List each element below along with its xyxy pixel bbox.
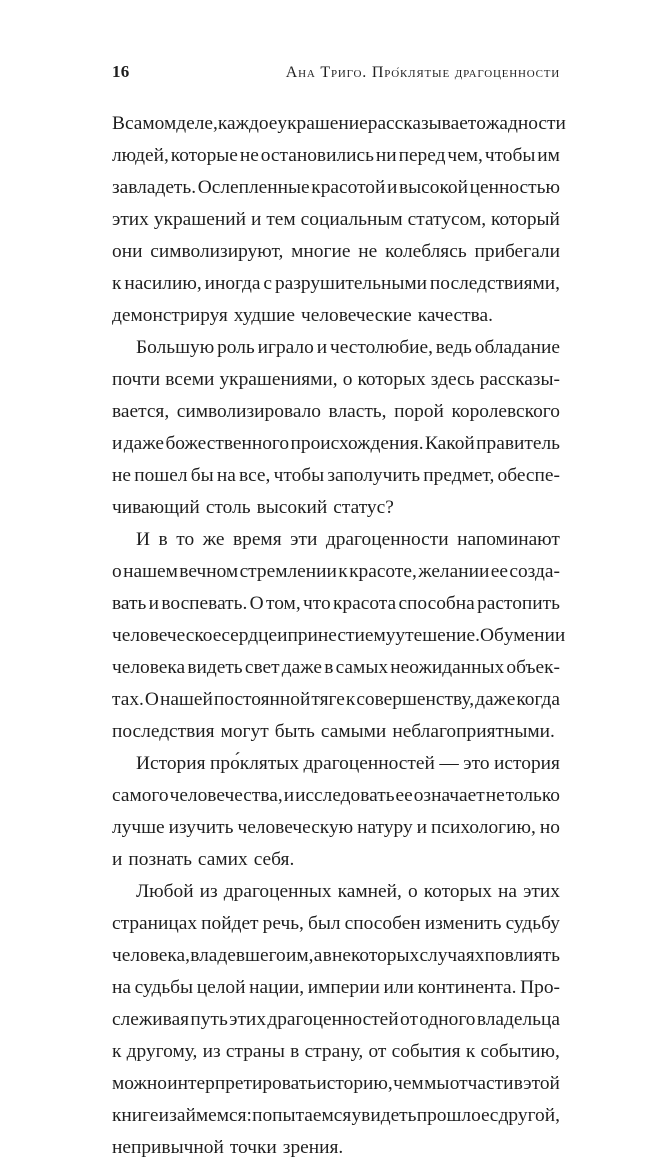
word: самих <box>197 849 248 870</box>
word: и <box>316 337 328 358</box>
word: ни <box>375 145 397 166</box>
word: Любой <box>136 881 194 902</box>
text-line <box>112 428 560 460</box>
word: не <box>239 145 259 166</box>
word: драгоценных <box>223 881 332 902</box>
word: страны <box>225 1041 285 1062</box>
word: с <box>489 1105 499 1126</box>
word: остановились <box>260 145 374 166</box>
text-line <box>112 172 560 204</box>
word: принести <box>287 625 365 646</box>
word: в <box>324 657 334 678</box>
word: ценностью <box>469 177 560 198</box>
word: Про- <box>520 977 560 998</box>
text-line <box>112 844 560 876</box>
word: к <box>345 689 356 710</box>
word: человека <box>112 657 186 678</box>
word: о <box>112 561 122 582</box>
text-line <box>112 460 560 492</box>
word: страну, <box>304 1041 364 1062</box>
text-line <box>112 108 566 140</box>
word: способна <box>398 593 475 614</box>
word: не <box>485 785 505 806</box>
word: последствия <box>112 721 215 742</box>
word: же <box>202 529 225 550</box>
word: познать <box>128 849 192 870</box>
word: не <box>112 465 131 486</box>
word: вать <box>112 593 147 614</box>
word: этих <box>229 1009 267 1030</box>
word: видеть <box>187 657 243 678</box>
word: изучить <box>168 817 234 838</box>
word: к <box>465 1041 476 1062</box>
word: символизировало <box>176 401 321 422</box>
word: и <box>416 817 428 838</box>
word: время <box>232 529 282 550</box>
word: о <box>407 881 418 902</box>
word: красота <box>333 593 397 614</box>
word: речь, <box>262 913 304 934</box>
word: точки <box>229 1137 277 1158</box>
word: утешение. <box>395 625 480 646</box>
word: в <box>290 1041 300 1062</box>
word: человека, <box>112 945 190 966</box>
word: Ослепленные <box>197 177 310 198</box>
text-line <box>112 716 560 748</box>
word: чем <box>393 1073 424 1094</box>
word: нашей <box>159 689 213 710</box>
word: играло <box>257 337 314 358</box>
word: высокой <box>399 177 468 198</box>
word: которых <box>423 881 492 902</box>
text-line <box>112 652 560 684</box>
word: от <box>368 1041 387 1062</box>
word: высокий <box>256 497 328 518</box>
word: который <box>491 209 560 230</box>
word: судьбу <box>505 913 560 934</box>
word: владевшего <box>190 945 286 966</box>
word: человеческую <box>237 817 354 838</box>
word: тем <box>266 209 296 230</box>
word: драгоценностей <box>267 1009 399 1030</box>
word: пошел <box>134 465 188 486</box>
word: социальным <box>300 209 403 230</box>
word: качества. <box>417 305 493 326</box>
word: почти <box>112 369 161 390</box>
word: не <box>358 241 378 262</box>
word: другому, <box>126 1041 198 1062</box>
word: рассказы- <box>479 369 560 390</box>
word: перед <box>398 145 446 166</box>
word: события <box>391 1041 461 1062</box>
word: иногда <box>204 273 261 294</box>
word: с <box>263 273 273 294</box>
word: могут <box>220 721 269 742</box>
word: воспевать. <box>161 593 248 614</box>
word: изменить <box>424 913 502 934</box>
word: континента. <box>417 977 517 998</box>
word: означает <box>413 785 485 806</box>
word: чивающий <box>112 497 200 518</box>
word: и <box>158 1105 170 1126</box>
word: самого <box>112 785 169 806</box>
word: ее <box>490 561 508 582</box>
word: деле, <box>176 113 218 134</box>
word: пойдет <box>201 913 259 934</box>
word: человеческие <box>301 305 412 326</box>
word: книге <box>112 1105 159 1126</box>
word: самыми <box>320 721 387 742</box>
word: совершенству, <box>356 689 475 710</box>
word: жадности <box>485 113 566 134</box>
word: что <box>303 593 331 614</box>
text-line <box>112 268 560 300</box>
word: одного <box>419 1009 476 1030</box>
word: был <box>307 913 341 934</box>
word: путь <box>190 1009 228 1030</box>
word: вается, <box>112 401 170 422</box>
word: империи <box>307 977 380 998</box>
word: — <box>439 753 459 774</box>
word: владельца <box>476 1009 560 1030</box>
word: ведь <box>435 337 472 358</box>
word: всеми <box>165 369 215 390</box>
word: из <box>202 1041 221 1062</box>
word: к <box>112 1041 122 1062</box>
word: самом <box>124 113 177 134</box>
word: и <box>277 625 288 646</box>
word: объек- <box>506 657 560 678</box>
word: чтобы <box>484 145 536 166</box>
word: украшений <box>153 209 246 230</box>
word: о <box>476 113 486 134</box>
word: заполучить <box>327 465 421 486</box>
word: непривычной <box>112 1137 224 1158</box>
word: О <box>249 593 264 614</box>
word: про́клятых <box>210 753 300 774</box>
word: символизируют, <box>150 241 284 262</box>
word: прошлое <box>416 1105 490 1126</box>
word: случаях <box>419 945 485 966</box>
text-line <box>112 396 560 428</box>
text-line <box>112 364 560 396</box>
word: событию, <box>480 1041 560 1062</box>
word: они <box>112 241 143 262</box>
word: обладание <box>474 337 560 358</box>
word: когда <box>516 689 560 710</box>
word: ему <box>364 625 396 646</box>
word: нашем <box>123 561 178 582</box>
word: чем, <box>447 145 483 166</box>
word: том, <box>266 593 301 614</box>
word: способен <box>344 913 421 934</box>
word: мы <box>424 1073 450 1094</box>
word: демонстрируя <box>112 305 228 326</box>
word: другой, <box>498 1105 560 1126</box>
word: сердце <box>221 625 278 646</box>
word: столь <box>205 497 251 518</box>
text-line <box>112 908 560 940</box>
word: психологию, <box>431 817 536 838</box>
word: происхождения. <box>290 433 424 454</box>
word: рассказывает <box>367 113 477 134</box>
word: отчасти <box>449 1073 514 1094</box>
word: только <box>505 785 560 806</box>
word: то <box>176 529 195 550</box>
text-line <box>112 812 560 844</box>
word: и <box>112 849 123 870</box>
word: неблагоприятными. <box>392 721 555 742</box>
word: человечества, <box>169 785 283 806</box>
text-line <box>112 780 560 812</box>
word: драгоценности <box>325 529 449 550</box>
text-line <box>112 236 560 268</box>
body-text <box>112 108 566 1164</box>
word: это <box>463 753 490 774</box>
word: некоторых <box>332 945 420 966</box>
word: чтобы <box>273 465 325 486</box>
word: к <box>338 561 348 582</box>
word: последствиями, <box>429 273 560 294</box>
page-number: 16 <box>112 62 130 81</box>
word: о <box>342 369 353 390</box>
word: в <box>158 529 168 550</box>
word: худшие <box>233 305 295 326</box>
text-line <box>112 300 560 332</box>
word: людей, <box>112 145 169 166</box>
word: быть <box>274 721 315 742</box>
word: божественного <box>165 433 290 454</box>
text-line <box>112 556 560 588</box>
word: этой <box>523 1073 560 1094</box>
word: нации, <box>249 977 305 998</box>
word: на <box>112 977 131 998</box>
word: насилию, <box>124 273 202 294</box>
word: завладеть. <box>112 177 197 198</box>
word: и <box>112 433 123 454</box>
word: или <box>383 977 414 998</box>
word: постоянной <box>213 689 311 710</box>
word: и <box>283 785 295 806</box>
word: слеживая <box>112 1009 190 1030</box>
word: попытаемся <box>252 1105 352 1126</box>
text-line <box>112 140 560 172</box>
word: украшениями, <box>219 369 338 390</box>
word: в <box>322 945 332 966</box>
word: здесь <box>430 369 475 390</box>
text-line <box>112 620 566 652</box>
word: предмет, <box>423 465 495 486</box>
word: даже <box>123 433 165 454</box>
word: увидеть <box>351 1105 417 1126</box>
text-line <box>112 876 560 908</box>
text-line <box>112 1004 560 1036</box>
word: Какой <box>424 433 475 454</box>
word: но <box>539 817 560 838</box>
word: обеспе- <box>497 465 560 486</box>
word: ее <box>395 785 413 806</box>
word: вечном <box>179 561 239 582</box>
word: даже <box>281 657 323 678</box>
word: стремлении <box>239 561 337 582</box>
word: статусом, <box>407 209 487 230</box>
word: историю, <box>316 1073 393 1094</box>
word: человеческое <box>112 625 222 646</box>
word: О <box>144 689 159 710</box>
word: прибегали <box>474 241 560 262</box>
word: королевского <box>451 401 560 422</box>
running-title: Ана Триго. Про́клятые драгоценности <box>285 64 560 81</box>
word: а <box>313 945 323 966</box>
word: власть, <box>328 401 387 422</box>
word: натуру <box>357 817 413 838</box>
text-line <box>112 940 560 972</box>
text-line <box>112 1036 560 1068</box>
word: можно <box>112 1073 167 1094</box>
word: бы <box>190 465 214 486</box>
word: лучше <box>112 817 165 838</box>
word: этих <box>523 881 560 902</box>
word: красоте, <box>349 561 417 582</box>
text-line <box>112 332 560 364</box>
text-line <box>112 204 560 236</box>
word: созда- <box>509 561 560 582</box>
word: Большую <box>136 337 215 358</box>
word: умении <box>503 625 566 646</box>
word: и <box>386 177 398 198</box>
word: которых <box>357 369 426 390</box>
word: тах. <box>112 689 144 710</box>
word: и <box>148 593 160 614</box>
word: растопить <box>477 593 560 614</box>
word: на <box>216 465 236 486</box>
word: свет <box>244 657 280 678</box>
word: неожиданных <box>390 657 505 678</box>
word: целой <box>196 977 246 998</box>
word: статус? <box>333 497 394 518</box>
word: от <box>400 1009 418 1030</box>
word: все, <box>239 465 271 486</box>
word: В <box>112 113 125 134</box>
word: красотой <box>311 177 386 198</box>
word: роль <box>217 337 255 358</box>
word: правитель <box>476 433 560 454</box>
word: разрушительными <box>274 273 427 294</box>
word: повлиять <box>484 945 560 966</box>
word: драгоценностей <box>303 753 435 774</box>
word: зрения. <box>282 1137 344 1158</box>
word: в <box>513 1073 523 1094</box>
word: займемся: <box>169 1105 252 1126</box>
word: им <box>537 145 560 166</box>
word: интерпретировать <box>167 1073 317 1094</box>
word: колеблясь <box>385 241 467 262</box>
word: исследовать <box>295 785 395 806</box>
word: порой <box>394 401 444 422</box>
word: и <box>250 209 262 230</box>
text-line <box>112 1100 560 1132</box>
word: каждое <box>217 113 278 134</box>
word: И <box>136 529 151 550</box>
word: из <box>199 881 218 902</box>
running-head <box>112 62 560 86</box>
word: страницах <box>112 913 198 934</box>
word: которые <box>170 145 238 166</box>
text-line <box>112 972 560 1004</box>
word: история <box>494 753 560 774</box>
text-line <box>112 1068 560 1100</box>
word: многие <box>291 241 351 262</box>
word: История <box>136 753 206 774</box>
text-line <box>112 588 560 620</box>
word: украшение <box>277 113 368 134</box>
text-line <box>112 1132 560 1164</box>
text-line <box>112 748 560 780</box>
word: эти <box>290 529 318 550</box>
text-line <box>112 492 560 524</box>
word: этих <box>112 209 149 230</box>
word: судьбы <box>134 977 194 998</box>
word: напоминают <box>457 529 560 550</box>
word: камней, <box>337 881 402 902</box>
word: даже <box>475 689 516 710</box>
word: Об <box>479 625 504 646</box>
word: на <box>498 881 518 902</box>
text-line <box>112 524 560 556</box>
text-line <box>112 684 560 716</box>
word: желании <box>418 561 490 582</box>
word: к <box>112 273 122 294</box>
word: себя. <box>253 849 295 870</box>
word: им, <box>285 945 314 966</box>
word: тяге <box>311 689 345 710</box>
word: честолюбие, <box>329 337 433 358</box>
word: самых <box>335 657 389 678</box>
